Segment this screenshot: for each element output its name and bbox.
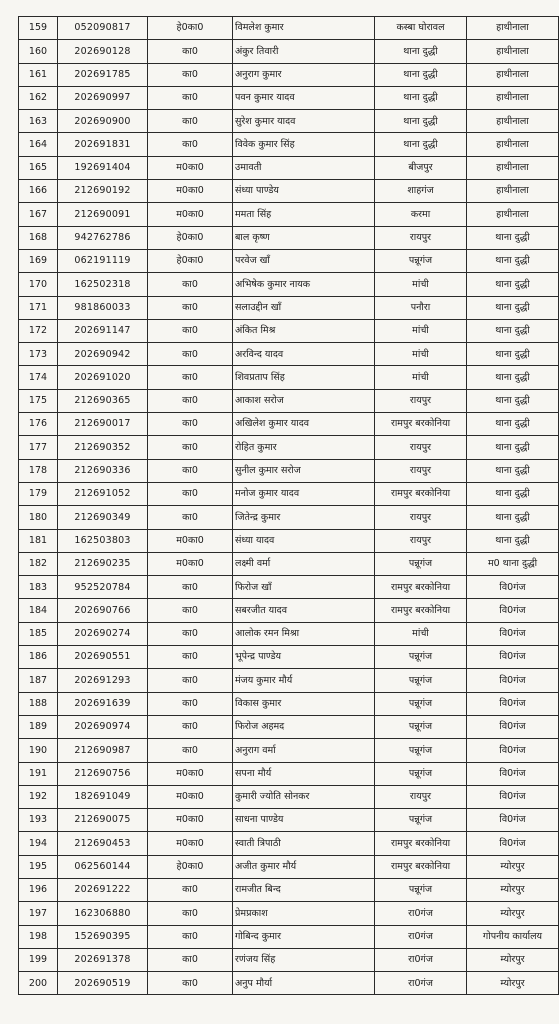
pno-cell: 212690453 xyxy=(58,832,148,855)
new-posting-cell: हाथीनाला xyxy=(467,156,559,179)
name-cell: विमलेश कुमार xyxy=(233,17,375,40)
serial-number-cell: 161 xyxy=(19,63,58,86)
table-row xyxy=(19,203,559,226)
current-posting-cell: पन्नूगंज xyxy=(375,762,467,785)
pno-cell: 212690987 xyxy=(58,739,148,762)
rank-cell: का0 xyxy=(148,599,233,622)
name-cell: स्वाती त्रिपाठी xyxy=(233,832,375,855)
new-posting-cell: वि0गंज xyxy=(467,622,559,645)
table-row xyxy=(19,249,559,272)
table-row xyxy=(19,40,559,63)
new-posting-cell: थाना दुद्धी xyxy=(467,413,559,436)
current-posting-cell: रायपुर xyxy=(375,226,467,249)
rank-cell: का0 xyxy=(148,622,233,645)
pno-cell: 212690235 xyxy=(58,552,148,575)
current-posting-cell: थाना दुद्धी xyxy=(375,133,467,156)
name-cell: भूपेन्द्र पाण्डेय xyxy=(233,646,375,669)
rank-cell: म0का0 xyxy=(148,529,233,552)
new-posting-cell: वि0गंज xyxy=(467,669,559,692)
pno-cell: 202690766 xyxy=(58,599,148,622)
serial-number-cell: 183 xyxy=(19,576,58,599)
rank-cell: का0 xyxy=(148,273,233,296)
current-posting-cell: पन्नूगंज xyxy=(375,715,467,738)
current-posting-cell: थाना दुद्धी xyxy=(375,40,467,63)
serial-number-cell: 170 xyxy=(19,273,58,296)
new-posting-cell: वि0गंज xyxy=(467,739,559,762)
pno-cell: 202691639 xyxy=(58,692,148,715)
table-row xyxy=(19,925,559,948)
serial-number-cell: 163 xyxy=(19,110,58,133)
new-posting-cell: वि0गंज xyxy=(467,646,559,669)
table-row xyxy=(19,832,559,855)
serial-number-cell: 193 xyxy=(19,809,58,832)
current-posting-cell: करमा xyxy=(375,203,467,226)
pno-cell: 952520784 xyxy=(58,576,148,599)
table-body xyxy=(19,17,559,995)
pno-cell: 202690128 xyxy=(58,40,148,63)
name-cell: बाल कृष्ण xyxy=(233,226,375,249)
rank-cell: म0का0 xyxy=(148,762,233,785)
new-posting-cell: थाना दुद्धी xyxy=(467,343,559,366)
name-cell: जितेन्द्र कुमार xyxy=(233,506,375,529)
serial-number-cell: 190 xyxy=(19,739,58,762)
current-posting-cell: रामपुर बरकोनिया xyxy=(375,482,467,505)
rank-cell: का0 xyxy=(148,63,233,86)
table-row xyxy=(19,133,559,156)
name-cell: रणंजय सिंह xyxy=(233,948,375,971)
rank-cell: का0 xyxy=(148,715,233,738)
name-cell: परवेज खाँ xyxy=(233,249,375,272)
current-posting-cell: थाना दुद्धी xyxy=(375,63,467,86)
new-posting-cell: म्योरपुर xyxy=(467,948,559,971)
pno-cell: 162306880 xyxy=(58,902,148,925)
name-cell: गोबिन्द कुमार xyxy=(233,925,375,948)
rank-cell: का0 xyxy=(148,366,233,389)
rank-cell: का0 xyxy=(148,925,233,948)
rank-cell: हे0का0 xyxy=(148,226,233,249)
rank-cell: का0 xyxy=(148,296,233,319)
current-posting-cell: मांची xyxy=(375,366,467,389)
table-row xyxy=(19,692,559,715)
new-posting-cell: गोपनीय कार्यालय xyxy=(467,925,559,948)
serial-number-cell: 169 xyxy=(19,249,58,272)
table-row xyxy=(19,646,559,669)
pno-cell: 202690519 xyxy=(58,972,148,995)
rank-cell: का0 xyxy=(148,389,233,412)
table-row xyxy=(19,17,559,40)
rank-cell: का0 xyxy=(148,576,233,599)
serial-number-cell: 197 xyxy=(19,902,58,925)
name-cell: मंजय कुमार मौर्य xyxy=(233,669,375,692)
pno-cell: 212690192 xyxy=(58,180,148,203)
table-row xyxy=(19,669,559,692)
name-cell: आलोक रमन मिश्रा xyxy=(233,622,375,645)
current-posting-cell: पन्नूगंज xyxy=(375,878,467,901)
current-posting-cell: थाना दुद्धी xyxy=(375,86,467,109)
table-row xyxy=(19,948,559,971)
serial-number-cell: 200 xyxy=(19,972,58,995)
serial-number-cell: 189 xyxy=(19,715,58,738)
serial-number-cell: 175 xyxy=(19,389,58,412)
pno-cell: 192691404 xyxy=(58,156,148,179)
new-posting-cell: हाथीनाला xyxy=(467,40,559,63)
name-cell: अरविन्द यादव xyxy=(233,343,375,366)
new-posting-cell: थाना दुद्धी xyxy=(467,273,559,296)
new-posting-cell: म्योरपुर xyxy=(467,902,559,925)
new-posting-cell: थाना दुद्धी xyxy=(467,226,559,249)
rank-cell: का0 xyxy=(148,40,233,63)
serial-number-cell: 160 xyxy=(19,40,58,63)
new-posting-cell: वि0गंज xyxy=(467,715,559,738)
pno-cell: 212690091 xyxy=(58,203,148,226)
table-row xyxy=(19,436,559,459)
rank-cell: का0 xyxy=(148,878,233,901)
current-posting-cell: रामपुर बरकोनिया xyxy=(375,855,467,878)
serial-number-cell: 199 xyxy=(19,948,58,971)
serial-number-cell: 174 xyxy=(19,366,58,389)
current-posting-cell: रा0गंज xyxy=(375,925,467,948)
new-posting-cell: म्योरपुर xyxy=(467,972,559,995)
pno-cell: 202690274 xyxy=(58,622,148,645)
pno-cell: 202690997 xyxy=(58,86,148,109)
name-cell: संध्या यादव xyxy=(233,529,375,552)
current-posting-cell: पन्नूगंज xyxy=(375,552,467,575)
current-posting-cell: शाहगंज xyxy=(375,180,467,203)
rank-cell: म0का0 xyxy=(148,785,233,808)
serial-number-cell: 186 xyxy=(19,646,58,669)
rank-cell: का0 xyxy=(148,902,233,925)
serial-number-cell: 191 xyxy=(19,762,58,785)
current-posting-cell: रायपुर xyxy=(375,506,467,529)
name-cell: सलाउद्दीन खाँ xyxy=(233,296,375,319)
rank-cell: का0 xyxy=(148,646,233,669)
table-row xyxy=(19,110,559,133)
current-posting-cell: रा0गंज xyxy=(375,948,467,971)
name-cell: प्रेमप्रकाश xyxy=(233,902,375,925)
pno-cell: 942762786 xyxy=(58,226,148,249)
pno-cell: 202690942 xyxy=(58,343,148,366)
current-posting-cell: पन्नूगंज xyxy=(375,669,467,692)
new-posting-cell: थाना दुद्धी xyxy=(467,249,559,272)
serial-number-cell: 168 xyxy=(19,226,58,249)
serial-number-cell: 185 xyxy=(19,622,58,645)
current-posting-cell: पन्नूगंज xyxy=(375,249,467,272)
table-row xyxy=(19,296,559,319)
table-row xyxy=(19,459,559,482)
new-posting-cell: थाना दुद्धी xyxy=(467,436,559,459)
new-posting-cell: थाना दुद्धी xyxy=(467,366,559,389)
pno-cell: 152690395 xyxy=(58,925,148,948)
pno-cell: 202691378 xyxy=(58,948,148,971)
table-row xyxy=(19,506,559,529)
table-row xyxy=(19,576,559,599)
serial-number-cell: 177 xyxy=(19,436,58,459)
current-posting-cell: मांची xyxy=(375,622,467,645)
current-posting-cell: रा0गंज xyxy=(375,902,467,925)
rank-cell: हे0का0 xyxy=(148,249,233,272)
serial-number-cell: 181 xyxy=(19,529,58,552)
table-row xyxy=(19,739,559,762)
new-posting-cell: थाना दुद्धी xyxy=(467,529,559,552)
rank-cell: का0 xyxy=(148,436,233,459)
name-cell: मनोज कुमार यादव xyxy=(233,482,375,505)
rank-cell: म0का0 xyxy=(148,809,233,832)
name-cell: आकाश सरोज xyxy=(233,389,375,412)
current-posting-cell: मांची xyxy=(375,319,467,342)
current-posting-cell: रा0गंज xyxy=(375,972,467,995)
new-posting-cell: वि0गंज xyxy=(467,785,559,808)
new-posting-cell: वि0गंज xyxy=(467,692,559,715)
current-posting-cell: मांची xyxy=(375,273,467,296)
table-row xyxy=(19,599,559,622)
name-cell: अनुप मौर्या xyxy=(233,972,375,995)
new-posting-cell: थाना दुद्धी xyxy=(467,389,559,412)
table-row xyxy=(19,63,559,86)
current-posting-cell: पनौरा xyxy=(375,296,467,319)
serial-number-cell: 176 xyxy=(19,413,58,436)
table-row xyxy=(19,273,559,296)
new-posting-cell: थाना दुद्धी xyxy=(467,482,559,505)
name-cell: अखिलेश कुमार यादव xyxy=(233,413,375,436)
table-row xyxy=(19,855,559,878)
current-posting-cell: कस्बा घोरावल xyxy=(375,17,467,40)
personnel-transfer-table xyxy=(18,16,559,995)
name-cell: अंकुर तिवारी xyxy=(233,40,375,63)
name-cell: अंकित मिश्र xyxy=(233,319,375,342)
current-posting-cell: बीजपुर xyxy=(375,156,467,179)
name-cell: फिरोज अहमद xyxy=(233,715,375,738)
serial-number-cell: 162 xyxy=(19,86,58,109)
table-row xyxy=(19,366,559,389)
table-row xyxy=(19,86,559,109)
pno-cell: 202690974 xyxy=(58,715,148,738)
new-posting-cell: थाना दुद्धी xyxy=(467,506,559,529)
pno-cell: 162502318 xyxy=(58,273,148,296)
name-cell: फिरोज खाँ xyxy=(233,576,375,599)
name-cell: अभिषेक कुमार नायक xyxy=(233,273,375,296)
pno-cell: 182691049 xyxy=(58,785,148,808)
pno-cell: 212690756 xyxy=(58,762,148,785)
serial-number-cell: 196 xyxy=(19,878,58,901)
current-posting-cell: पन्नूगंज xyxy=(375,809,467,832)
table-row xyxy=(19,762,559,785)
rank-cell: का0 xyxy=(148,343,233,366)
table-row xyxy=(19,529,559,552)
serial-number-cell: 167 xyxy=(19,203,58,226)
pno-cell: 202691785 xyxy=(58,63,148,86)
pno-cell: 202691293 xyxy=(58,669,148,692)
rank-cell: म0का0 xyxy=(148,832,233,855)
rank-cell: का0 xyxy=(148,319,233,342)
serial-number-cell: 159 xyxy=(19,17,58,40)
serial-number-cell: 192 xyxy=(19,785,58,808)
table-row xyxy=(19,413,559,436)
serial-number-cell: 188 xyxy=(19,692,58,715)
current-posting-cell: रायपुर xyxy=(375,436,467,459)
new-posting-cell: म0 थाना दुद्धी xyxy=(467,552,559,575)
new-posting-cell: वि0गंज xyxy=(467,832,559,855)
serial-number-cell: 187 xyxy=(19,669,58,692)
rank-cell: का0 xyxy=(148,948,233,971)
serial-number-cell: 182 xyxy=(19,552,58,575)
name-cell: लक्ष्मी वर्मा xyxy=(233,552,375,575)
current-posting-cell: रायपुर xyxy=(375,529,467,552)
pno-cell: 202690551 xyxy=(58,646,148,669)
current-posting-cell: रायपुर xyxy=(375,459,467,482)
table-row xyxy=(19,552,559,575)
pno-cell: 202691147 xyxy=(58,319,148,342)
current-posting-cell: थाना दुद्धी xyxy=(375,110,467,133)
name-cell: पवन कुमार यादव xyxy=(233,86,375,109)
name-cell: अनुराग कुमार xyxy=(233,63,375,86)
new-posting-cell: म्योरपुर xyxy=(467,855,559,878)
rank-cell: का0 xyxy=(148,133,233,156)
current-posting-cell: मांची xyxy=(375,343,467,366)
table-row xyxy=(19,972,559,995)
name-cell: कुमारी ज्योति सोनकर xyxy=(233,785,375,808)
name-cell: सुरेश कुमार यादव xyxy=(233,110,375,133)
new-posting-cell: थाना दुद्धी xyxy=(467,459,559,482)
new-posting-cell: वि0गंज xyxy=(467,576,559,599)
pno-cell: 981860033 xyxy=(58,296,148,319)
table-row xyxy=(19,389,559,412)
new-posting-cell: वि0गंज xyxy=(467,762,559,785)
pno-cell: 052090817 xyxy=(58,17,148,40)
name-cell: अजीत कुमार मौर्य xyxy=(233,855,375,878)
name-cell: शिवप्रताप सिंह xyxy=(233,366,375,389)
name-cell: सबरजीत यादव xyxy=(233,599,375,622)
rank-cell: हे0का0 xyxy=(148,855,233,878)
rank-cell: हे0का0 xyxy=(148,17,233,40)
rank-cell: का0 xyxy=(148,459,233,482)
pno-cell: 212690017 xyxy=(58,413,148,436)
name-cell: सपना मौर्य xyxy=(233,762,375,785)
rank-cell: का0 xyxy=(148,972,233,995)
table-row xyxy=(19,809,559,832)
pno-cell: 212690336 xyxy=(58,459,148,482)
serial-number-cell: 166 xyxy=(19,180,58,203)
pno-cell: 212690365 xyxy=(58,389,148,412)
name-cell: विकास कुमार xyxy=(233,692,375,715)
pno-cell: 212691052 xyxy=(58,482,148,505)
pno-cell: 212690075 xyxy=(58,809,148,832)
rank-cell: का0 xyxy=(148,692,233,715)
new-posting-cell: हाथीनाला xyxy=(467,180,559,203)
rank-cell: का0 xyxy=(148,482,233,505)
new-posting-cell: वि0गंज xyxy=(467,809,559,832)
serial-number-cell: 178 xyxy=(19,459,58,482)
serial-number-cell: 165 xyxy=(19,156,58,179)
current-posting-cell: पन्नूगंज xyxy=(375,646,467,669)
serial-number-cell: 164 xyxy=(19,133,58,156)
current-posting-cell: रामपुर बरकोनिया xyxy=(375,576,467,599)
rank-cell: का0 xyxy=(148,669,233,692)
serial-number-cell: 180 xyxy=(19,506,58,529)
name-cell: उमावती xyxy=(233,156,375,179)
serial-number-cell: 184 xyxy=(19,599,58,622)
name-cell: संध्या पाण्डेय xyxy=(233,180,375,203)
new-posting-cell: वि0गंज xyxy=(467,599,559,622)
name-cell: रामजीत बिन्द xyxy=(233,878,375,901)
rank-cell: म0का0 xyxy=(148,203,233,226)
table-row xyxy=(19,482,559,505)
serial-number-cell: 179 xyxy=(19,482,58,505)
rank-cell: का0 xyxy=(148,413,233,436)
table-row xyxy=(19,343,559,366)
current-posting-cell: रायपुर xyxy=(375,389,467,412)
rank-cell: का0 xyxy=(148,110,233,133)
name-cell: ममता सिंह xyxy=(233,203,375,226)
table-row xyxy=(19,785,559,808)
current-posting-cell: रामपुर बरकोनिया xyxy=(375,599,467,622)
current-posting-cell: रायपुर xyxy=(375,785,467,808)
pno-cell: 162503803 xyxy=(58,529,148,552)
table-row xyxy=(19,715,559,738)
name-cell: विवेक कुमार सिंह xyxy=(233,133,375,156)
new-posting-cell: थाना दुद्धी xyxy=(467,296,559,319)
new-posting-cell: हाथीनाला xyxy=(467,110,559,133)
current-posting-cell: पन्नूगंज xyxy=(375,739,467,762)
rank-cell: का0 xyxy=(148,86,233,109)
current-posting-cell: रामपुर बरकोनिया xyxy=(375,413,467,436)
current-posting-cell: रामपुर बरकोनिया xyxy=(375,832,467,855)
table-row xyxy=(19,622,559,645)
current-posting-cell: पन्नूगंज xyxy=(375,692,467,715)
pno-cell: 202691020 xyxy=(58,366,148,389)
serial-number-cell: 198 xyxy=(19,925,58,948)
pno-cell: 202690900 xyxy=(58,110,148,133)
serial-number-cell: 172 xyxy=(19,319,58,342)
pno-cell: 212690352 xyxy=(58,436,148,459)
new-posting-cell: हाथीनाला xyxy=(467,86,559,109)
table-row xyxy=(19,319,559,342)
new-posting-cell: हाथीनाला xyxy=(467,133,559,156)
pno-cell: 212690349 xyxy=(58,506,148,529)
new-posting-cell: थाना दुद्धी xyxy=(467,319,559,342)
pno-cell: 202691831 xyxy=(58,133,148,156)
rank-cell: का0 xyxy=(148,739,233,762)
new-posting-cell: म्योरपुर xyxy=(467,878,559,901)
table-row xyxy=(19,180,559,203)
name-cell: साधना पाण्डेय xyxy=(233,809,375,832)
new-posting-cell: हाथीनाला xyxy=(467,63,559,86)
pno-cell: 062191119 xyxy=(58,249,148,272)
rank-cell: का0 xyxy=(148,506,233,529)
table-row xyxy=(19,156,559,179)
rank-cell: म0का0 xyxy=(148,156,233,179)
rank-cell: म0का0 xyxy=(148,552,233,575)
rank-cell: म0का0 xyxy=(148,180,233,203)
serial-number-cell: 195 xyxy=(19,855,58,878)
new-posting-cell: हाथीनाला xyxy=(467,17,559,40)
pno-cell: 062560144 xyxy=(58,855,148,878)
pno-cell: 202691222 xyxy=(58,878,148,901)
serial-number-cell: 173 xyxy=(19,343,58,366)
table-row xyxy=(19,878,559,901)
name-cell: अनुराग वर्मा xyxy=(233,739,375,762)
new-posting-cell: हाथीनाला xyxy=(467,203,559,226)
table-row xyxy=(19,226,559,249)
serial-number-cell: 171 xyxy=(19,296,58,319)
table-row xyxy=(19,902,559,925)
name-cell: सुनील कुमार सरोज xyxy=(233,459,375,482)
name-cell: रोहित कुमार xyxy=(233,436,375,459)
serial-number-cell: 194 xyxy=(19,832,58,855)
